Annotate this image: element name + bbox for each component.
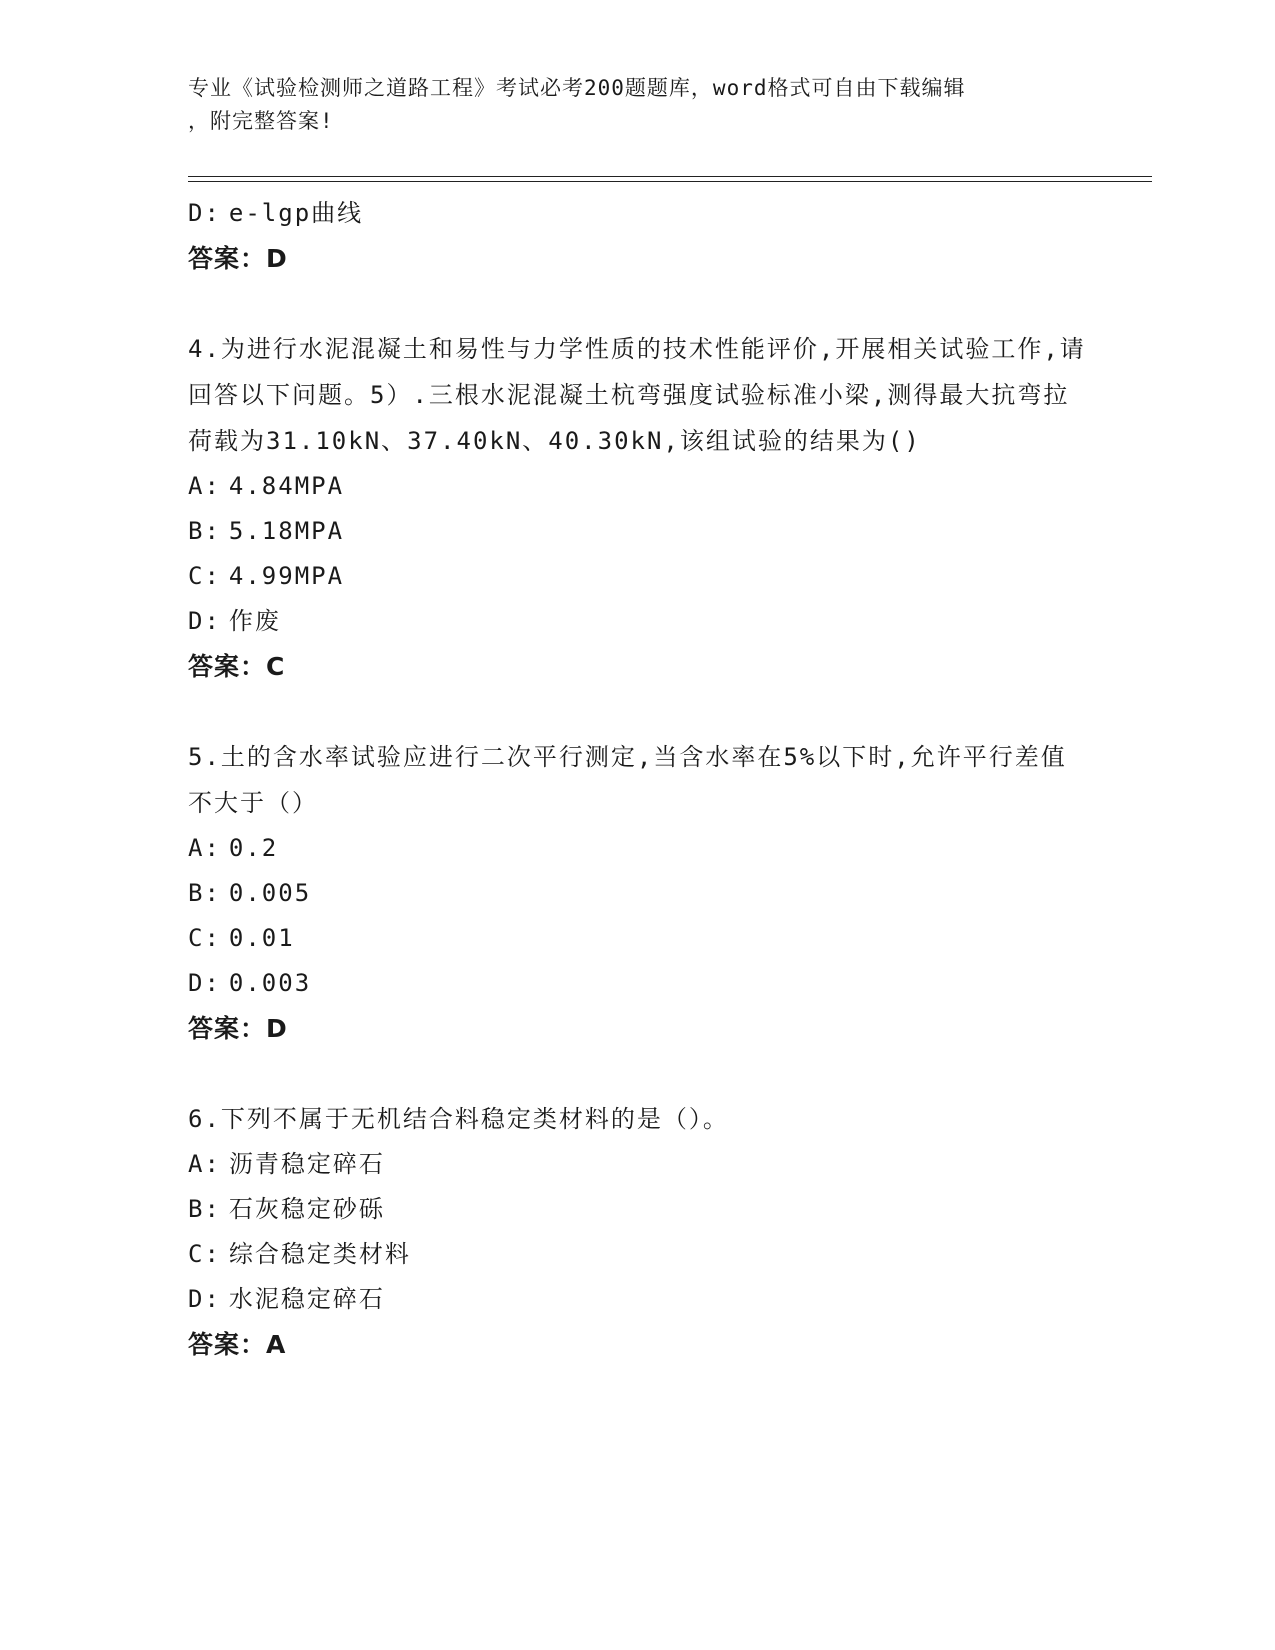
option-text: 综合稳定类材料 <box>228 1240 411 1268</box>
option-text: 水泥稳定碎石 <box>228 1285 385 1313</box>
option-text: 5.18MPA <box>228 517 345 545</box>
option-text: 0.003 <box>228 969 312 997</box>
option-label: D: <box>188 969 221 997</box>
option-d <box>188 961 1088 1006</box>
option-text: 4.99MPA <box>228 562 345 590</box>
header-divider-top <box>188 176 1152 177</box>
question-text: 6.下列不属于无机结合料稳定类材料的是（）。 <box>188 1105 729 1133</box>
option-text: e-lgp曲线 <box>228 199 364 227</box>
answer-line: 答案：C <box>188 652 286 681</box>
option-label: C: <box>188 562 221 590</box>
question-5 <box>188 734 1088 1051</box>
question-text: 5.土的含水率试验应进行二次平行测定,当含水率在5%以下时,允许平行差值不大于（） <box>188 743 1067 817</box>
option-label: D: <box>188 199 221 227</box>
option-label: A: <box>188 472 221 500</box>
option-b <box>188 871 1088 916</box>
question-4 <box>188 326 1088 689</box>
option-label: B: <box>188 879 221 907</box>
option-c <box>188 1232 1088 1277</box>
question-text: 4.为进行水泥混凝土和易性与力学性质的技术性能评价,开展相关试验工作,请回答以下问题。5）.三根水泥混凝土杭弯强度试验标准小梁,测得最大抗弯拉荷载为31.10kN、37.40kN、40.30kN,该组试验的结果为() <box>188 335 1086 455</box>
option-text: 沥青稳定碎石 <box>228 1150 385 1178</box>
option-text: 4.84MPA <box>228 472 345 500</box>
answer-line: 答案：D <box>188 1014 288 1043</box>
option-label: A: <box>188 1150 221 1178</box>
header-title-line2: ，附完整答案! <box>188 109 334 133</box>
option-label: D: <box>188 607 221 635</box>
option-text: 0.005 <box>228 879 312 907</box>
option-d <box>188 599 1088 644</box>
option-text: 石灰稳定砂砾 <box>228 1195 385 1223</box>
question-6 <box>188 1096 1088 1367</box>
option-b <box>188 1187 1088 1232</box>
header-title-line1: 专业《试验检测师之道路工程》考试必考200题题库，word格式可自由下载编辑 <box>188 76 966 100</box>
previous-question-tail <box>188 191 1088 281</box>
option-text: 作废 <box>228 607 281 635</box>
answer-line: 答案：D <box>188 244 288 273</box>
question-content <box>188 191 1088 1367</box>
header-divider-bottom <box>188 181 1152 182</box>
option-b <box>188 509 1088 554</box>
option-label: A: <box>188 834 221 862</box>
option-c <box>188 916 1088 961</box>
option-a <box>188 1142 1088 1187</box>
option-text: 0.01 <box>228 924 295 952</box>
answer-line: 答案：A <box>188 1330 287 1359</box>
option-label: C: <box>188 1240 221 1268</box>
option-label: B: <box>188 1195 221 1223</box>
option-d <box>188 191 1088 236</box>
option-d <box>188 1277 1088 1322</box>
document-header <box>188 72 1068 138</box>
option-label: C: <box>188 924 221 952</box>
option-a <box>188 826 1088 871</box>
option-a <box>188 464 1088 509</box>
option-c <box>188 554 1088 599</box>
option-label: B: <box>188 517 221 545</box>
option-label: D: <box>188 1285 221 1313</box>
option-text: 0.2 <box>228 834 279 862</box>
